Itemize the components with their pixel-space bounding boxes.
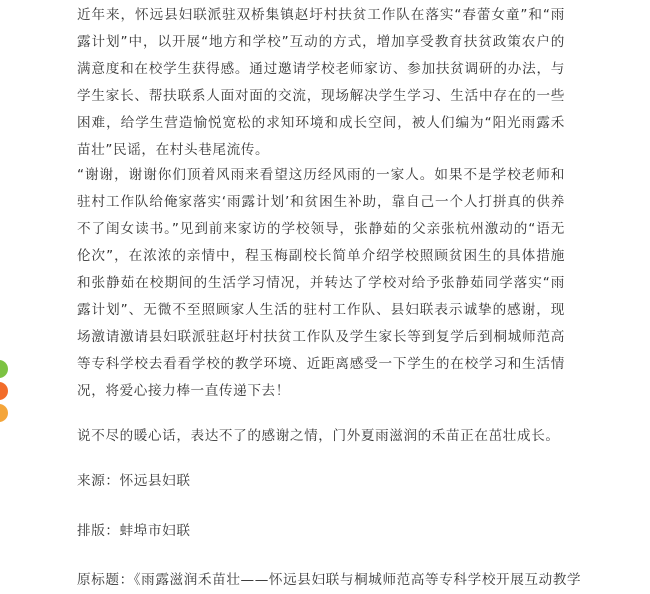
original-title-line: 原标题：《雨露滋润禾苗壮——怀远县妇联与桐城师范高等专科学校开展互动教学 xyxy=(77,572,582,588)
article-paragraph-1: 近年来，怀远县妇联派驻双桥集镇赵圩村扶贫工作队在落实“春蕾女童”和“雨露计划”中，以开展“地方和学校”互动的方式，增加享受教育扶贫政策农户的满意度和在校学生获得感。通过邀请学校老师家访、参加扶贫调研的办法，与学生家长、帮扶联系人面对面的交流，现场解决学生学习、生活中存在的一些困难，给学生营造愉悦宽松的求知环境和成长空间，被人们编为“阳光雨露禾苗壮”民谣，在村头巷尾流传。 xyxy=(77,7,565,158)
article-paragraph-3: 说不尽的暖心话，表达不了的感谢之情，门外夏雨滋润的禾苗正在茁壮成长。 xyxy=(77,428,560,444)
article-body xyxy=(77,2,582,594)
article-paragraph-2: “谢谢，谢谢你们顶着风雨来看望这历经风雨的一家人。如果不是学校老师和驻村工作队给俺家落实‘雨露计划’和贫困生补助，靠自己一个人打拼真的供养不了闺女读书。”见到前来家访的学校领导，张静茹的父亲张杭州激动的“语无伦次”，在浓浓的亲情中，程玉梅副校长简单介绍学校照顾贫困生的具体措施和张静茹在校期间的生活学习情况，并转达了学校对给予张静茹同学落实“雨露计划”、无微不至照顾家人生活的驻村工作队、县妇联表示诚挚的感谢，现场激请激请县妇联派驻赵圩村扶贫工作队及学生家长等到复学后到桐城师范高等专科学校去看看学校的教学环境、近距离感受一下学生的在校学习和生活情况，将爱心接力棒一直传递下去！ xyxy=(77,167,565,399)
floating-share-buttons xyxy=(0,360,8,426)
share-orange-button[interactable] xyxy=(0,382,8,400)
share-amber-button[interactable] xyxy=(0,404,8,422)
source-line: 来源：怀远县妇联 xyxy=(77,473,191,489)
layout-credit-line: 排版：蚌埠市妇联 xyxy=(77,523,191,539)
share-green-button[interactable] xyxy=(0,360,8,378)
